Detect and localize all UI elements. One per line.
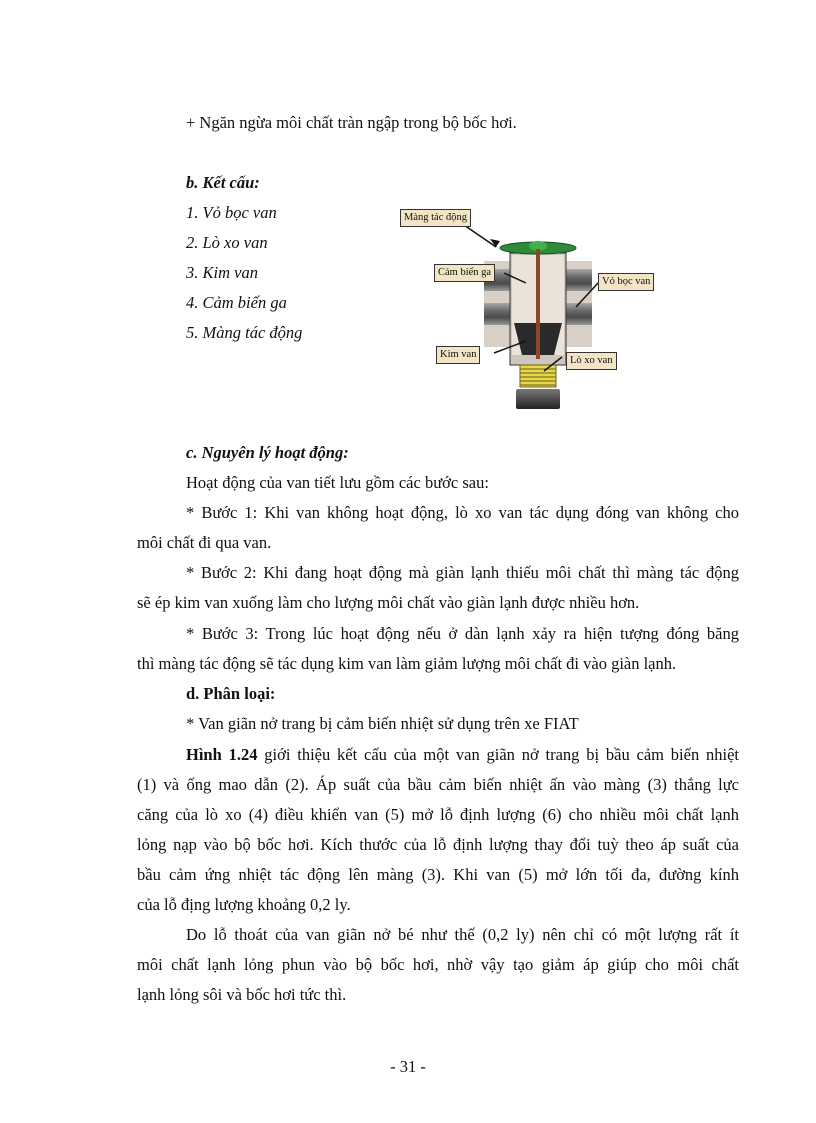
para1-line2: (1) và ống mao dẫn (2). Áp suất của bầu cảm biến nhiệt ấn vào màng (3) thắng lực [137,775,739,794]
label-diaphragm: Màng tác động [400,209,471,227]
classification-heading: d. Phân loại: [186,684,276,703]
para1-line3: căng của lò xo (4) điều khiển van (5) mở lỗ định lượng (6) cho nhiều môi chất lạnh [137,805,739,824]
principle-intro: Hoạt động của van tiết lưu gồm các bước sau: [186,473,489,492]
para2-line2: môi chất lạnh lỏng phun vào bộ bốc hơi, nhờ vậy tạo giảm áp giúp cho môi chất [137,955,739,974]
step1-line2: môi chất đi qua van. [137,533,272,552]
para1-line1-text: giới thiệu kết cấu của một van giãn nở trang bị bầu cảm biến nhiệt [257,745,740,764]
classification-item: * Van giãn nở trang bị cảm biến nhiệt sử dụng trên xe FIAT [186,714,579,733]
structure-item-3: 3. Kim van [186,263,258,282]
principle-heading: c. Nguyên lý hoạt động: [186,443,349,462]
para2-line3: lạnh lỏng sôi và bốc hơi tức thì. [137,985,347,1004]
label-sensor: Cảm biến ga [434,264,495,282]
structure-item-1: 1. Vỏ bọc van [186,203,277,222]
intro-line: + Ngăn ngừa môi chất tràn ngập trong bộ bốc hơi. [186,113,517,132]
page-number: - 31 - [390,1057,426,1076]
label-spring: Lò xo van [566,352,617,370]
para2-line1: Do lỗ thoát của van giãn nở bé như thế (0,2 ly) nên chỉ có một lượng rất ít [186,925,739,944]
structure-item-2: 2. Lò xo van [186,233,268,252]
step3-line2: thì màng tác động sẽ tác dụng kim van làm giảm lượng môi chất đi vào giàn lạnh. [137,654,677,673]
structure-item-5: 5. Màng tác động [186,323,303,342]
expansion-valve-figure [396,203,678,411]
para1-line1 [186,745,739,765]
step2-line1: * Bước 2: Khi đang hoạt động mà giàn lạnh thiếu môi chất thì màng tác động [186,563,739,582]
para1-line5: bầu cảm ứng nhiệt tác động lên màng (3). Khi van (5) mở lớn tối đa, đường kính [137,865,739,884]
structure-heading: b. Kết cấu: [186,173,260,192]
step3-line1: * Bước 3: Trong lúc hoạt động nếu ở dàn lạnh xảy ra hiện tượng đóng băng [186,624,739,643]
para1-line4: lỏng nạp vào bộ bốc hơi. Kích thước của lỗ định lượng thay đổi tuỳ theo áp suất của [137,835,739,854]
para1-line6: của lỗ địng lượng khoảng 0,2 ly. [137,895,351,914]
step1-line1: * Bước 1: Khi van không hoạt động, lò xo van tác dụng đóng van không cho [186,503,739,522]
step2-line2: sẽ ép kim van xuống làm cho lượng môi chất vào giàn lạnh được nhiều hơn. [137,593,640,612]
valve-illustration [396,203,678,411]
structure-item-4: 4. Cảm biến ga [186,293,287,312]
label-needle: Kim van [436,346,480,364]
figure-reference: Hình 1.24 [186,745,258,764]
label-housing: Vỏ bọc van [598,273,654,291]
